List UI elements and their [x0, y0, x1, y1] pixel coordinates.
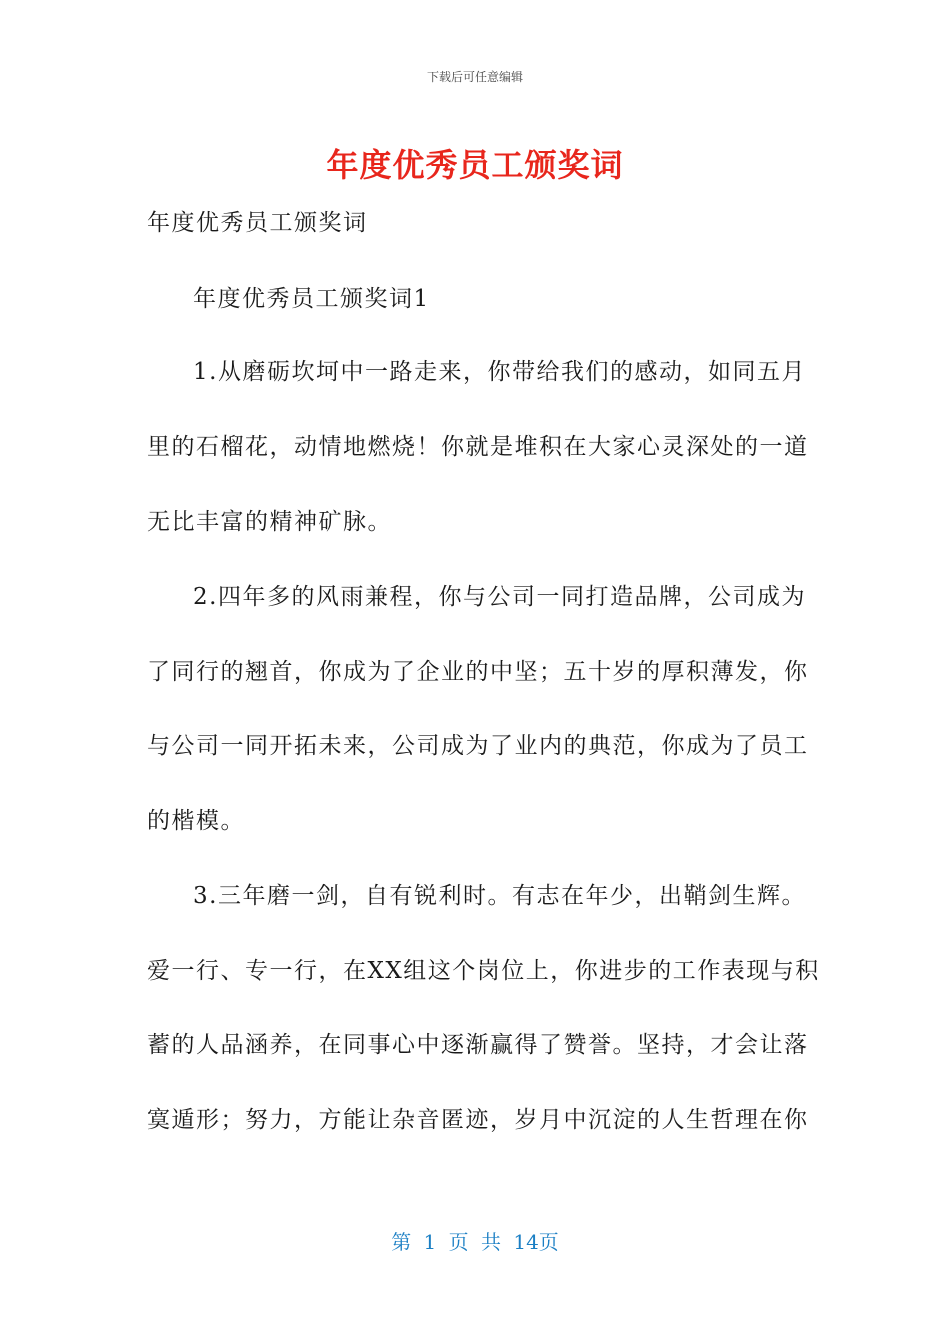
paragraph-line: 蓄的人品涵养，在同事心中逐渐赢得了赞誉。坚持，才会让落 [147, 1032, 809, 1058]
paragraph-line: 爱一行、专一行，在XX组这个岗位上，你进步的工作表现与积 [147, 958, 820, 984]
paragraph-line: 与公司一同开拓未来，公司成为了业内的典范，你成为了员工 [147, 733, 809, 759]
paragraph-line: 3.三年磨一剑，自有锐利时。有志在年少，出鞘剑生辉。 [193, 883, 806, 909]
section-heading: 年度优秀员工颁奖词1 [193, 286, 430, 312]
paragraph-line: 里的石榴花，动情地燃烧！你就是堆积在大家心灵深处的一道 [147, 434, 809, 460]
paragraph-line: 1.从磨砺坎坷中一路走来，你带给我们的感动，如同五月 [193, 359, 806, 385]
paragraph-line: 的楷模。 [147, 808, 245, 834]
page-footer: 第 1 页 共 14页 [391, 1230, 559, 1254]
subtitle-line: 年度优秀员工颁奖词 [147, 210, 368, 236]
paragraph-line: 了同行的翘首，你成为了企业的中坚；五十岁的厚积薄发，你 [147, 659, 809, 685]
paragraph-line: 无比丰富的精神矿脉。 [147, 509, 392, 535]
document-title: 年度优秀员工颁奖词 [326, 146, 624, 184]
header-note: 下载后可任意编辑 [426, 70, 523, 84]
paragraph-line: 寞遁形；努力，方能让杂音匿迹，岁月中沉淀的人生哲理在你 [147, 1107, 809, 1133]
paragraph-line: 2.四年多的风雨兼程，你与公司一同打造品牌，公司成为 [193, 584, 806, 610]
